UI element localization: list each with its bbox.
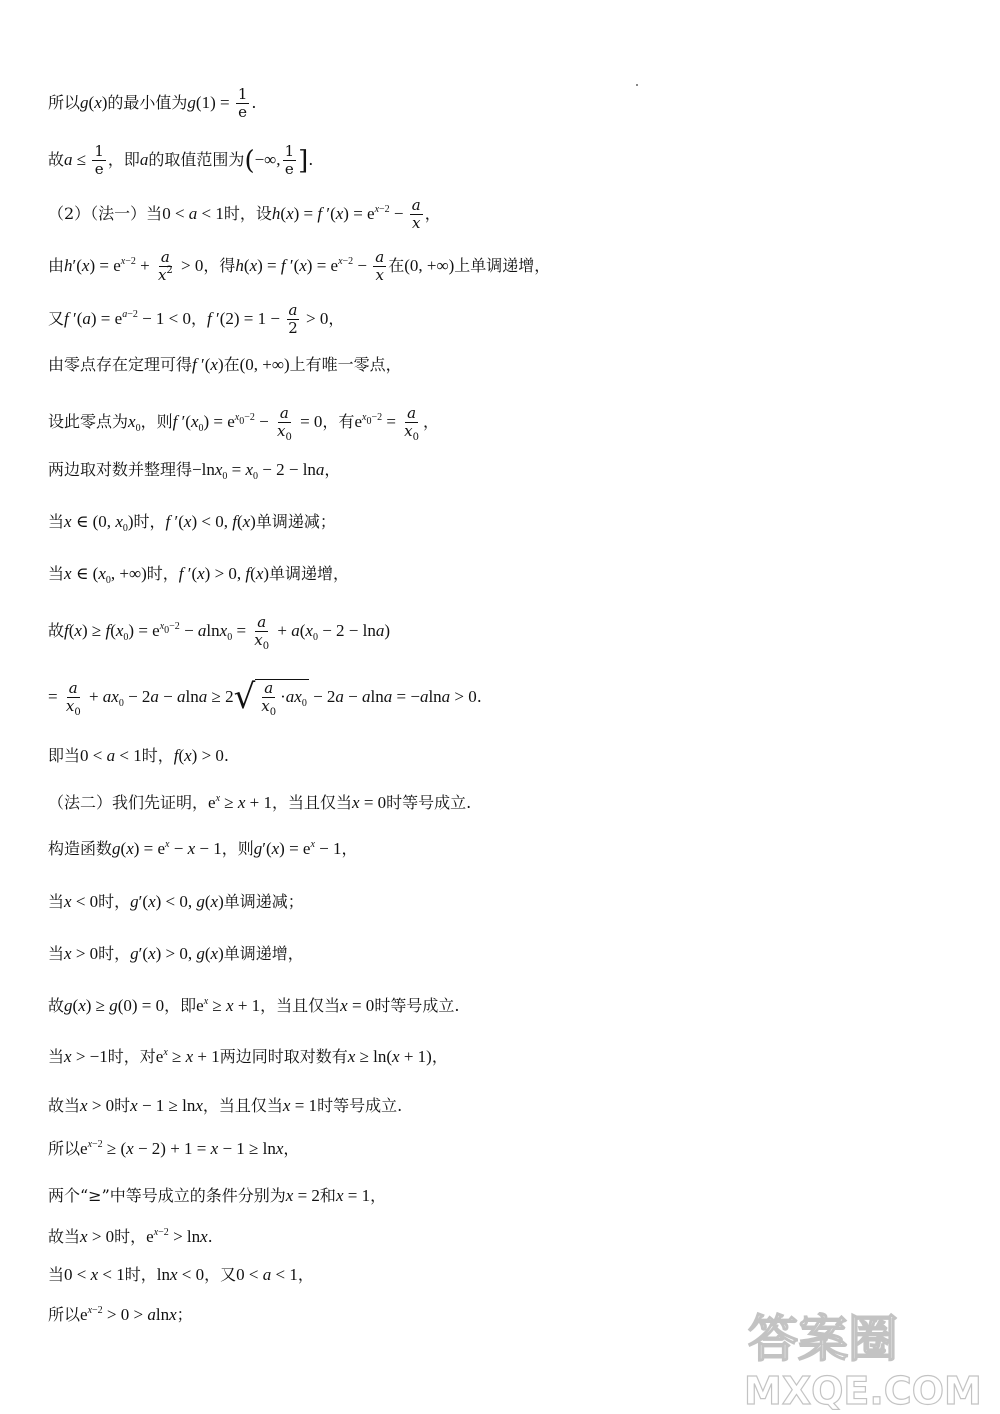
line-text: 当x > −1时，对$e^x \ge x + 1$两边同时取对数有x ≥ ln(x + 1)， bbox=[48, 1047, 448, 1066]
solution-line-1 bbox=[48, 86, 256, 121]
solution-line-5 bbox=[48, 302, 344, 337]
solution-line-24 bbox=[48, 1265, 314, 1285]
line-text: 当0 < x < 1时，lnx < 0，又0 < a < 1， bbox=[48, 1265, 314, 1284]
line-text: 两边取对数并整理得$-\ln x_0 = x_0 - 2 - \ln a$， bbox=[48, 460, 341, 482]
watermark-text: 答案圈 bbox=[748, 1310, 898, 1368]
line-text: 故$f(x) \ge f(x_0) = e^{x_0-2} - alnx_0$ = $\frac{a}{x_0}$ + $a(x_0 - 2 - \ln a)$ bbox=[48, 613, 391, 652]
solution-line-11 bbox=[48, 613, 391, 652]
solution-line-20 bbox=[48, 1096, 402, 1116]
solution-line-15 bbox=[48, 839, 358, 859]
line-text: 所以g(x)的最小值为g(1) = $\frac{1}{e}$ . bbox=[48, 85, 257, 121]
solution-line-3 bbox=[48, 197, 441, 232]
watermark-logo bbox=[740, 1300, 990, 1410]
solution-line-19 bbox=[48, 1047, 448, 1067]
line-text: 两个“≥”中等号成立的条件分别为x = 2和x = 1， bbox=[48, 1186, 387, 1205]
line-text: 故当x > 0时，$e^{x-2} > \ln x$. bbox=[48, 1227, 213, 1246]
line-text: 故g(x) ≥ g(0) = 0，即$e^x \ge x + 1$，当且仅当x = 0时等号成立. bbox=[48, 996, 460, 1015]
solution-line-4 bbox=[48, 249, 550, 284]
line-text: 当x ∈ (0, $x_0$)时，f ′(x) < 0, f(x)单调递减； bbox=[48, 512, 336, 534]
line-text: 构造函数$g(x) = e^x - x - 1$，则$g'(x) = e^x - 1$， bbox=[48, 839, 358, 858]
line-text: 故a ≤ $\frac{1}{e}$ ，即a的取值范围为(−∞, $\frac{1}{e}$ ]. bbox=[48, 142, 314, 178]
line-text: （2）（法一）当0 < a < 1时，设h(x) = f $'(x) = e^{x-2}$ − $\frac{a}{x}$ ， bbox=[48, 196, 441, 232]
line-text: 又f $'(a) = e^{a-2} - 1 < 0$，f ′(2) = 1 − $\frac{a}{2}$ > 0， bbox=[48, 301, 345, 337]
line-text: 当x > 0时，g′(x) > 0, g(x)单调递增， bbox=[48, 944, 304, 963]
line-text: 即当0 < a < 1时，f(x) > 0. bbox=[48, 746, 230, 765]
line-text: （法二）我们先证明，$e^x \ge x + 1$，当且仅当x = 0时等号成立. bbox=[48, 793, 472, 812]
line-text: 所以$e^{x-2} \ge (x - 2) + 1 = x - 1 \ge \ln x$， bbox=[48, 1139, 300, 1158]
line-text: 故当x > 0时x − 1 ≥ lnx，当且仅当x = 1时等号成立. bbox=[48, 1096, 403, 1115]
line-text: 当x < 0时，g′(x) < 0, g(x)单调递减； bbox=[48, 892, 304, 911]
line-text: = $\frac{a}{x_0}$ + $ax_0 - 2a - alna \ge 2√$ $\frac{a}{x_0}$ $\cdot ax_0 - 2a - alna = -alna > 0$. bbox=[48, 677, 482, 718]
solution-line-21 bbox=[48, 1139, 299, 1159]
solution-line-7 bbox=[48, 404, 440, 443]
solution-line-8 bbox=[48, 460, 340, 480]
solution-line-18 bbox=[48, 996, 459, 1016]
solution-line-14 bbox=[48, 793, 471, 813]
solution-line-9 bbox=[48, 512, 336, 532]
line-text: 设此零点为$x_0$，则f $'(x_0) = e^{x_0-2}$ − $\frac{a}{x_0}$ = 0，有$e^{x_0-2}$ = $\frac{a}{x_0}$ ， bbox=[48, 404, 440, 443]
line-text: 由$h'(x) = e^{x-2}$ + $\frac{a}{x^2}$ > 0，得h(x) = f $'(x) = e^{x-2}$ − $\frac{a}{x}$ 在(0, +∞)上单调递增， bbox=[48, 248, 551, 284]
line-text: 所以$e^{x-2} > 0 > alnx$； bbox=[48, 1305, 193, 1324]
solution-line-16 bbox=[48, 892, 304, 912]
watermark-domain: MXQE.COM bbox=[744, 1369, 982, 1410]
line-text: 由零点存在定理可得f ′(x)在(0, +∞)上有唯一零点， bbox=[48, 355, 402, 374]
solution-line-22 bbox=[48, 1186, 386, 1206]
line-text: 当x ∈ ($x_0$, +∞)时，f ′(x) > 0, f(x)单调递增， bbox=[48, 564, 350, 586]
solution-line-17 bbox=[48, 944, 304, 964]
solution-line-6 bbox=[48, 355, 402, 375]
solution-line-25 bbox=[48, 1305, 193, 1325]
solution-line-12 bbox=[48, 677, 482, 718]
speck bbox=[636, 84, 638, 86]
solution-line-23 bbox=[48, 1227, 213, 1247]
solution-line-13 bbox=[48, 746, 229, 766]
solution-line-10 bbox=[48, 564, 349, 584]
solution-line-2 bbox=[48, 143, 313, 178]
